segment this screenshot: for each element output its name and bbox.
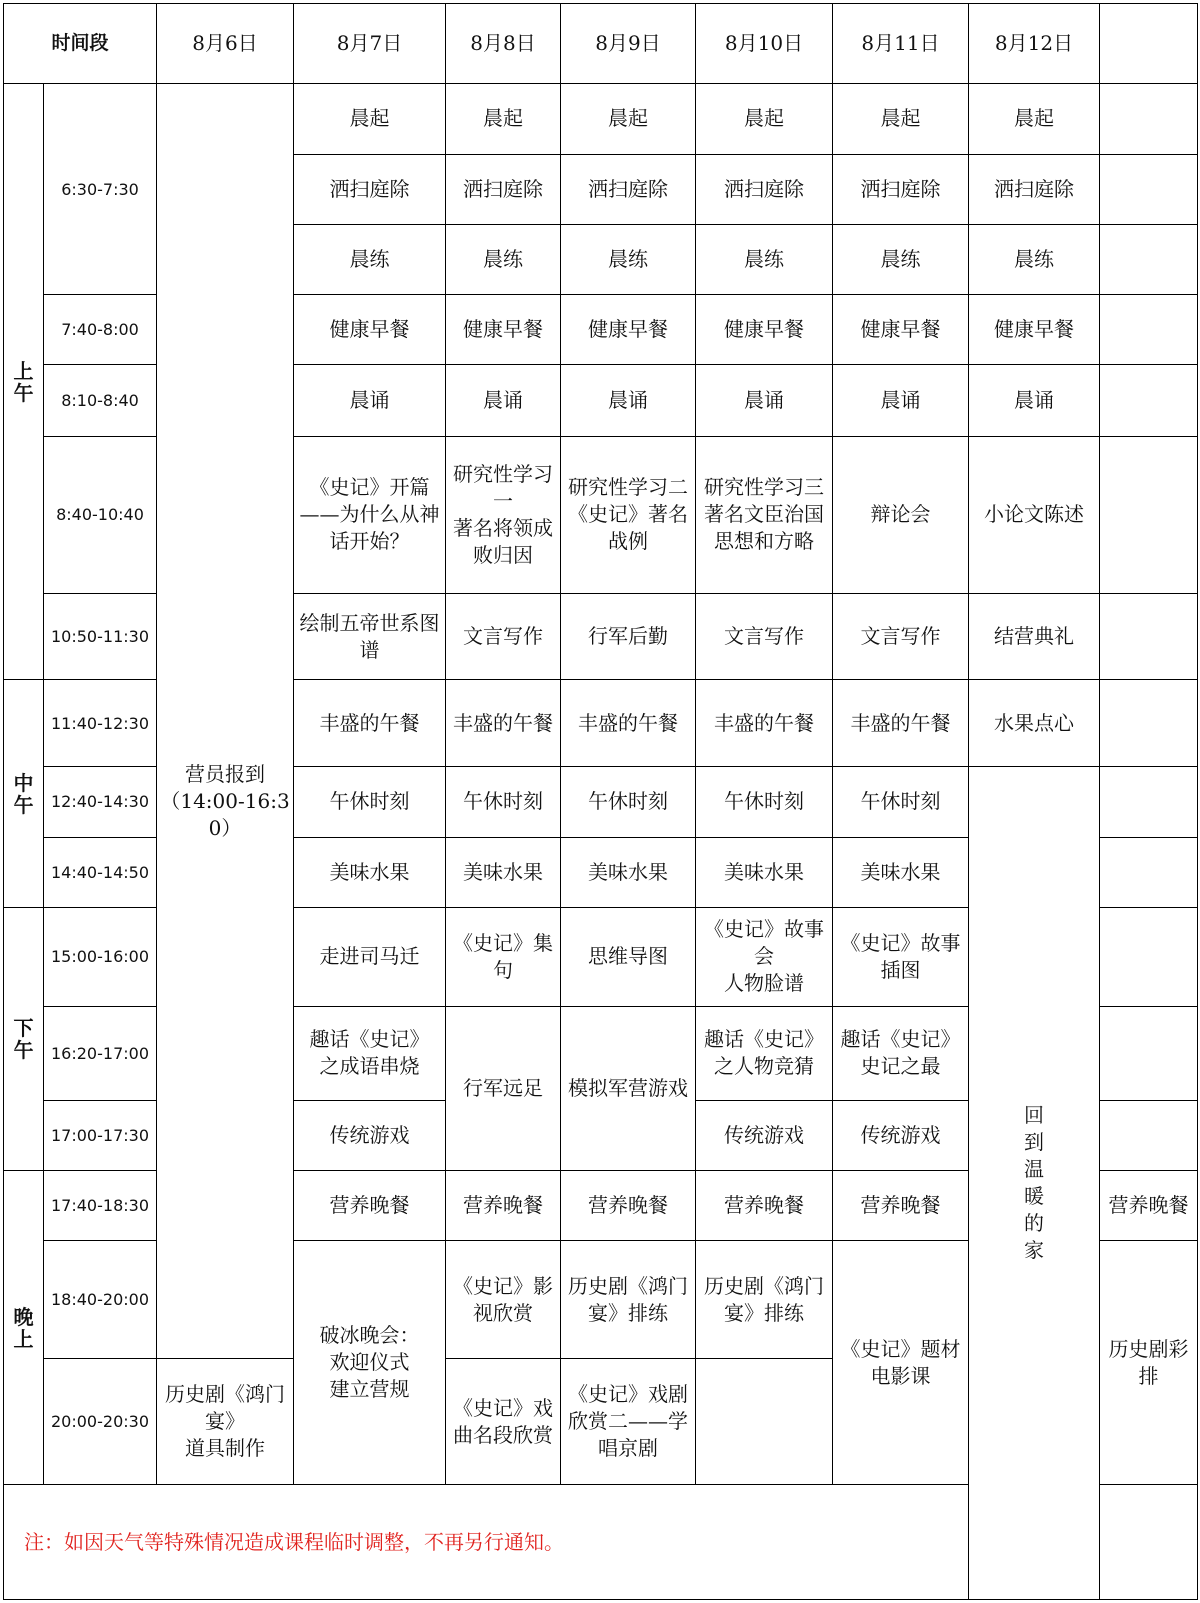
- activity-cell: 洒扫庭除: [446, 154, 561, 224]
- activity-cell: 《史记》故事会 人物脸谱: [696, 908, 833, 1006]
- blank-cell: [1100, 766, 1198, 837]
- blank-cell: [1100, 1100, 1198, 1170]
- date-header: 8月8日: [446, 4, 561, 84]
- time-cell: 18:40-20:00: [44, 1241, 157, 1358]
- activity-cell: 丰盛的午餐: [446, 680, 561, 766]
- activity-cell: 晨练: [696, 224, 833, 294]
- activity-cell: 传统游戏: [696, 1100, 833, 1170]
- activity-cell: 水果点心: [969, 680, 1100, 766]
- activity-cell: 营养晚餐: [294, 1171, 446, 1241]
- activity-cell: 模拟军营游戏: [561, 1006, 696, 1171]
- activity-cell: 晨诵: [833, 365, 969, 436]
- time-cell: 12:40-14:30: [44, 766, 157, 837]
- date-header: 8月6日: [157, 4, 294, 84]
- activity-cell: 晨练: [833, 224, 969, 294]
- activity-cell: 晨诵: [969, 365, 1100, 436]
- camp-schedule-table: [3, 3, 1198, 1600]
- time-cell: 11:40-12:30: [44, 680, 157, 766]
- time-cell: 17:00-17:30: [44, 1100, 157, 1170]
- activity-cell: 午休时刻: [446, 766, 561, 837]
- blank-cell: [1100, 1485, 1198, 1600]
- activity-cell: 文言写作: [446, 594, 561, 680]
- activity-cell: 历史剧《鸿门宴》排练: [696, 1241, 833, 1358]
- activity-cell: 晨诵: [294, 365, 446, 436]
- time-cell: 10:50-11:30: [44, 594, 157, 680]
- activity-cell: 营养晚餐: [696, 1171, 833, 1241]
- activity-cell: 丰盛的午餐: [696, 680, 833, 766]
- activity-cell: 小论文陈述: [969, 436, 1100, 594]
- registration-cell: 营员报到 （14:00-16:30）: [157, 84, 294, 1359]
- activity-cell: 晨练: [294, 224, 446, 294]
- date-header: 8月10日: [696, 4, 833, 84]
- activity-cell: 营养晚餐: [833, 1171, 969, 1241]
- table-row: [4, 84, 1198, 154]
- activity-cell: 研究性学习二 《史记》著名战例: [561, 436, 696, 594]
- time-cell: 7:40-8:00: [44, 295, 157, 365]
- activity-cell: 历史剧《鸿门宴》 道具制作: [157, 1358, 294, 1484]
- activity-cell: 晨诵: [561, 365, 696, 436]
- blank-cell: [1100, 436, 1198, 594]
- blank-cell: [1100, 295, 1198, 365]
- activity-cell: 研究性学习三 著名文臣治国思想和方略: [696, 436, 833, 594]
- activity-cell: 走进司马迁: [294, 908, 446, 1006]
- activity-cell: 《史记》开篇 ——为什么从神话开始？: [294, 436, 446, 594]
- date-header: 8月7日: [294, 4, 446, 84]
- activity-cell: 晨练: [446, 224, 561, 294]
- blank-cell: [1100, 84, 1198, 154]
- activity-cell: 健康早餐: [696, 295, 833, 365]
- activity-cell: 文言写作: [696, 594, 833, 680]
- activity-cell: 丰盛的午餐: [833, 680, 969, 766]
- activity-cell: 晨起: [969, 84, 1100, 154]
- activity-cell: 健康早餐: [969, 295, 1100, 365]
- activity-cell: 历史剧彩排: [1100, 1241, 1198, 1485]
- activity-cell: 行军远足: [446, 1006, 561, 1171]
- activity-cell: 《史记》影视欣赏: [446, 1241, 561, 1358]
- activity-cell: 洒扫庭除: [833, 154, 969, 224]
- adjustment-note: 注：如因天气等特殊情况造成课程临时调整，不再另行通知。: [4, 1485, 1100, 1600]
- activity-cell: 晨起: [294, 84, 446, 154]
- time-cell: 20:00-20:30: [44, 1358, 157, 1484]
- time-cell: 8:10-8:40: [44, 365, 157, 436]
- activity-cell: 历史剧《鸿门宴》排练: [561, 1241, 696, 1358]
- activity-cell: 健康早餐: [294, 295, 446, 365]
- activity-cell: 辩论会: [833, 436, 969, 594]
- activity-cell: 晨起: [833, 84, 969, 154]
- go-home-cell: 回到温暖的家: [969, 766, 1100, 1599]
- blank-cell: [1100, 154, 1198, 224]
- activity-cell: 美味水果: [833, 838, 969, 908]
- activity-cell: 文言写作: [833, 594, 969, 680]
- time-cell: 17:40-18:30: [44, 1171, 157, 1241]
- activity-cell: 趣话《史记》 史记之最: [833, 1006, 969, 1100]
- time-slot-header: 时间段: [4, 4, 157, 84]
- activity-cell: 晨诵: [446, 365, 561, 436]
- time-cell: 16:20-17:00: [44, 1006, 157, 1100]
- activity-cell: 洒扫庭除: [294, 154, 446, 224]
- activity-cell: 《史记》戏曲名段欣赏: [446, 1358, 561, 1484]
- activity-cell: 结营典礼: [969, 594, 1100, 680]
- activity-cell: 健康早餐: [561, 295, 696, 365]
- period-label-evening: 晚上: [4, 1171, 44, 1485]
- activity-cell: 美味水果: [561, 838, 696, 908]
- activity-cell: 午休时刻: [833, 766, 969, 837]
- period-label-noon: 中午: [4, 680, 44, 908]
- activity-cell: 传统游戏: [833, 1100, 969, 1170]
- blank-cell: [1100, 1006, 1198, 1100]
- activity-cell: 晨起: [696, 84, 833, 154]
- activity-cell: 晨起: [561, 84, 696, 154]
- date-header: 8月9日: [561, 4, 696, 84]
- activity-cell: 《史记》戏剧欣赏二——学唱京剧: [561, 1358, 696, 1484]
- activity-cell: 晨起: [446, 84, 561, 154]
- activity-cell: 行军后勤: [561, 594, 696, 680]
- activity-cell: 研究性学习一 著名将领成败归因: [446, 436, 561, 594]
- activity-cell: 洒扫庭除: [696, 154, 833, 224]
- activity-cell: 丰盛的午餐: [561, 680, 696, 766]
- blank-cell: [1100, 838, 1198, 908]
- activity-cell: 《史记》故事插图: [833, 908, 969, 1006]
- activity-cell: 趣话《史记》 之人物竞猜: [696, 1006, 833, 1100]
- date-header: 8月12日: [969, 4, 1100, 84]
- activity-cell: 晨练: [561, 224, 696, 294]
- activity-cell: 午休时刻: [696, 766, 833, 837]
- activity-cell: 健康早餐: [446, 295, 561, 365]
- activity-cell: 洒扫庭除: [969, 154, 1100, 224]
- activity-cell: 绘制五帝世系图谱: [294, 594, 446, 680]
- activity-cell: 美味水果: [696, 838, 833, 908]
- activity-cell: 《史记》集句: [446, 908, 561, 1006]
- activity-cell: 思维导图: [561, 908, 696, 1006]
- header-row: [4, 4, 1198, 84]
- activity-cell: 健康早餐: [833, 295, 969, 365]
- activity-cell: 营养晚餐: [1100, 1171, 1198, 1241]
- time-cell: 14:40-14:50: [44, 838, 157, 908]
- period-label-afternoon: 下午: [4, 908, 44, 1171]
- time-cell: 8:40-10:40: [44, 436, 157, 594]
- activity-cell: 午休时刻: [294, 766, 446, 837]
- blank-cell: [1100, 908, 1198, 1006]
- activity-cell: 传统游戏: [294, 1100, 446, 1170]
- period-label-morning: 上午: [4, 84, 44, 680]
- blank-cell: [1100, 594, 1198, 680]
- activity-cell: 趣话《史记》 之成语串烧: [294, 1006, 446, 1100]
- time-cell: 15:00-16:00: [44, 908, 157, 1006]
- activity-cell: 丰盛的午餐: [294, 680, 446, 766]
- blank-cell: [1100, 224, 1198, 294]
- activity-cell: 破冰晚会： 欢迎仪式 建立营规: [294, 1241, 446, 1485]
- activity-cell: 美味水果: [294, 838, 446, 908]
- blank-cell: [696, 1358, 833, 1484]
- blank-cell: [1100, 4, 1198, 84]
- activity-cell: 午休时刻: [561, 766, 696, 837]
- blank-cell: [1100, 680, 1198, 766]
- time-cell: 6:30-7:30: [44, 84, 157, 295]
- activity-cell: 美味水果: [446, 838, 561, 908]
- activity-cell: 营养晚餐: [446, 1171, 561, 1241]
- note-row: [4, 1485, 1198, 1600]
- blank-cell: [1100, 365, 1198, 436]
- date-header: 8月11日: [833, 4, 969, 84]
- activity-cell: 营养晚餐: [561, 1171, 696, 1241]
- activity-cell: 《史记》题材 电影课: [833, 1241, 969, 1485]
- activity-cell: 晨练: [969, 224, 1100, 294]
- activity-cell: 晨诵: [696, 365, 833, 436]
- activity-cell: 洒扫庭除: [561, 154, 696, 224]
